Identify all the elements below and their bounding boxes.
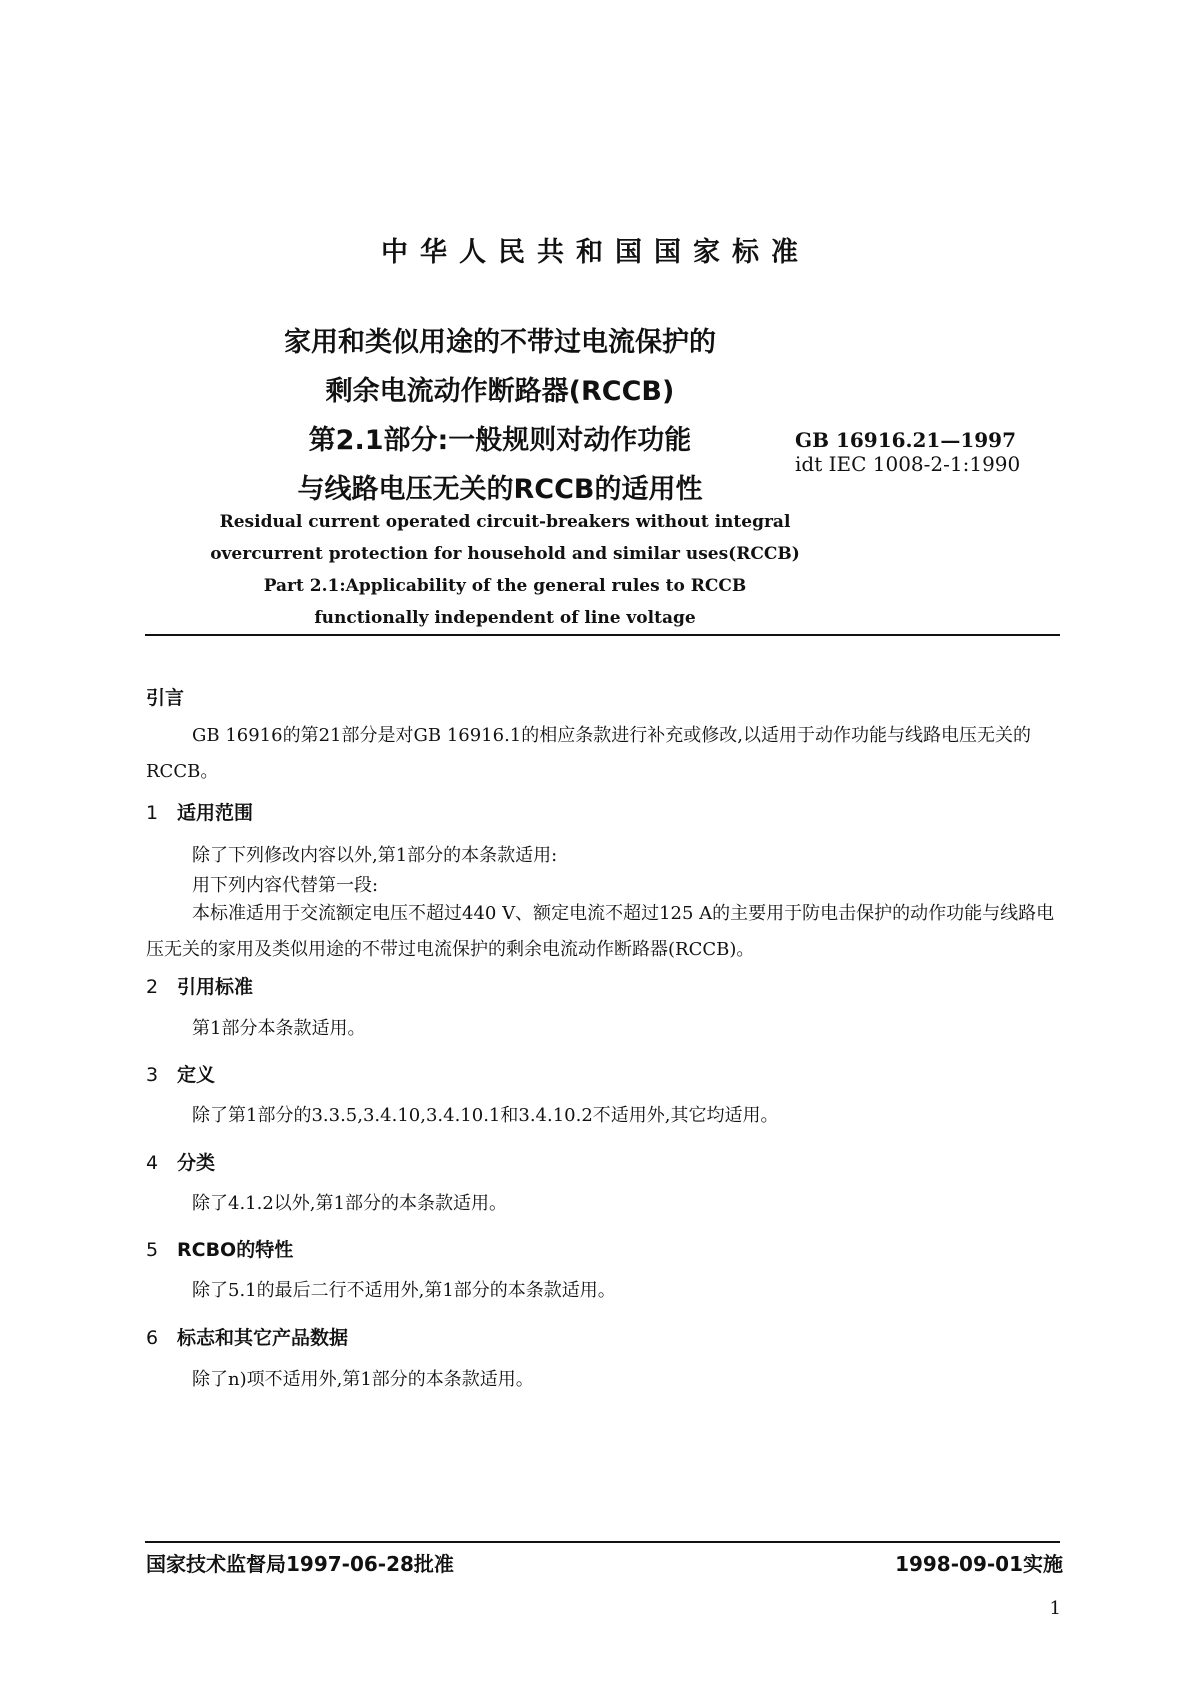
intro-paragraph: GB 16916的第21部分是对GB 16916.1的相应条款进行补充或修改,以适用于动作功能与线路电压无关的RCCB。 <box>146 725 1031 782</box>
section-1-paragraph: 本标准适用于交流额定电压不超过440 V、额定电流不超过125 A的主要用于防电击保护的动作功能与线路电压无关的家用及类似用途的不带过电流保护的剩余电流动作断路器(RCCB)。 <box>146 903 1055 960</box>
english-title-line: Residual current operated circuit-breakers without integral <box>219 512 791 532</box>
section-title: 标志和其它产品数据 <box>177 1327 349 1349</box>
section-3-line: 除了第1部分的3.3.5,3.4.10,3.4.10.1和3.4.10.2不适用外,其它均适用。 <box>192 1105 779 1126</box>
section-5-line: 除了5.1的最后二行不适用外,第1部分的本条款适用。 <box>192 1280 616 1301</box>
section-title: 分类 <box>177 1152 216 1174</box>
national-standard-heading: 中华人民共和国国家标准 <box>381 237 810 268</box>
english-title <box>190 506 820 634</box>
section-title: RCBO的特性 <box>177 1239 294 1261</box>
header-divider <box>145 634 1060 636</box>
section-heading-3 <box>146 1060 215 1087</box>
section-number: 6 <box>146 1327 159 1349</box>
effective-date: 1998-09-01实施 <box>895 1552 1063 1576</box>
chinese-title-line: 剩余电流动作断路器(RCCB) <box>325 376 675 407</box>
section-number: 3 <box>146 1064 159 1086</box>
section-title: 适用范围 <box>177 802 254 824</box>
section-heading-5 <box>146 1235 293 1262</box>
standard-code-block <box>795 428 1020 476</box>
section-heading-6 <box>146 1323 348 1350</box>
english-title-line: Part 2.1:Applicability of the general rules to RCCB <box>263 576 747 596</box>
section-number: 5 <box>146 1239 159 1261</box>
english-title-line: overcurrent protection for household and similar uses(RCCB) <box>210 544 800 564</box>
footer-divider <box>145 1541 1060 1543</box>
section-title: 引用标准 <box>177 976 254 998</box>
chinese-title-line: 与线路电压无关的RCCB的适用性 <box>297 474 703 505</box>
section-number: 1 <box>146 802 159 824</box>
english-title-line: functionally independent of line voltage <box>314 608 696 628</box>
section-title: 定义 <box>177 1064 216 1086</box>
chinese-title-line: 第2.1部分:一般规则对动作功能 <box>308 425 692 456</box>
section-heading-2 <box>146 972 253 999</box>
section-heading-1 <box>146 798 253 825</box>
chinese-title <box>240 318 760 514</box>
section-1-line: 除了下列修改内容以外,第1部分的本条款适用: <box>192 845 558 866</box>
section-heading-4 <box>146 1148 215 1175</box>
idt-reference: idt IEC 1008-2-1:1990 <box>795 452 1021 476</box>
standard-code: GB 16916.21—1997 <box>795 428 1016 452</box>
page-number: 1 <box>1049 1598 1061 1619</box>
section-number: 4 <box>146 1152 159 1174</box>
section-1-line: 用下列内容代替第一段: <box>192 875 379 896</box>
section-4-line: 除了4.1.2以外,第1部分的本条款适用。 <box>192 1193 507 1214</box>
section-6-line: 除了n)项不适用外,第1部分的本条款适用。 <box>192 1369 534 1390</box>
section-2-line: 第1部分本条款适用。 <box>192 1018 366 1039</box>
chinese-title-line: 家用和类似用途的不带过电流保护的 <box>284 327 716 358</box>
intro-heading: 引言 <box>146 687 185 709</box>
section-number: 2 <box>146 976 159 998</box>
approval-note: 国家技术监督局1997-06-28批准 <box>146 1552 454 1576</box>
